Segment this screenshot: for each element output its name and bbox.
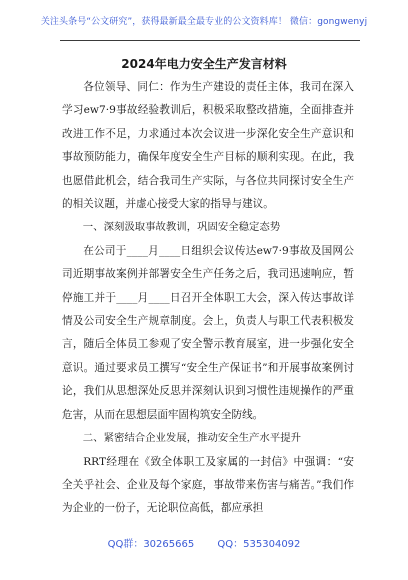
- paragraph-section-2: RRT经理在《致全体职工及家属的一封信》中强调：“安全关乎社会、企业及每个家庭，事故带来伤害与痛苦。”我们作为企业的一份子，无论职位高低，都应承担: [62, 455, 354, 515]
- header-divider: [60, 40, 360, 41]
- qq-number: QQ：535304092: [217, 539, 301, 550]
- footer-contacts: [0, 535, 408, 550]
- document-title: 2024年电力安全生产发言材料: [121, 57, 287, 71]
- paragraph-section-1: 在公司于____月____日组织会议传达ew7·9事故及国网公司近期事故案例并部署安全生产任务之后，我司迅速响应，暂停施工并于____月____日召开全体职工大会，深入传达事故详情及公司安全生产规章制度。会上，负责人与职工代表积极发言，随后全体员工参观了安全警示教育展室，进一步强化安全意识。通过要求员工撰写“安全生产保证书”和开展事故案例讨论，我们从思想深处反思并深刻认识到习惯性违规操作的严重危害，从而在思想层面牢固构筑安全防线。: [62, 244, 354, 421]
- document-body: [62, 76, 354, 521]
- qq-group-number: QQ群：30265665: [107, 539, 195, 550]
- section-heading-2: 二、紧密结合企业发展，推动安全生产水平提升: [82, 432, 301, 445]
- header-banner: 关注头条号“公文研究”，获得最新最全最专业的公文资料库！ 微信：gongwenyj: [40, 17, 368, 27]
- paragraph-intro: 各位领导、同仁：作为生产建设的责任主体，我司在深入学习ew7·9事故经验教训后，积极采取整改措施，全面排查并改进工作不足，力求通过本次会议进一步深化安全生产意识和事故预防能力，确保年度安全生产目标的顺利实现。在此，我也愿借此机会，结合我司生产实际，与各位共同探讨安全生产的相关议题，并虚心接受大家的指导与建议。: [62, 81, 354, 211]
- section-heading-1: 一、深刻汲取事故教训，巩固安全稳定态势: [82, 221, 281, 234]
